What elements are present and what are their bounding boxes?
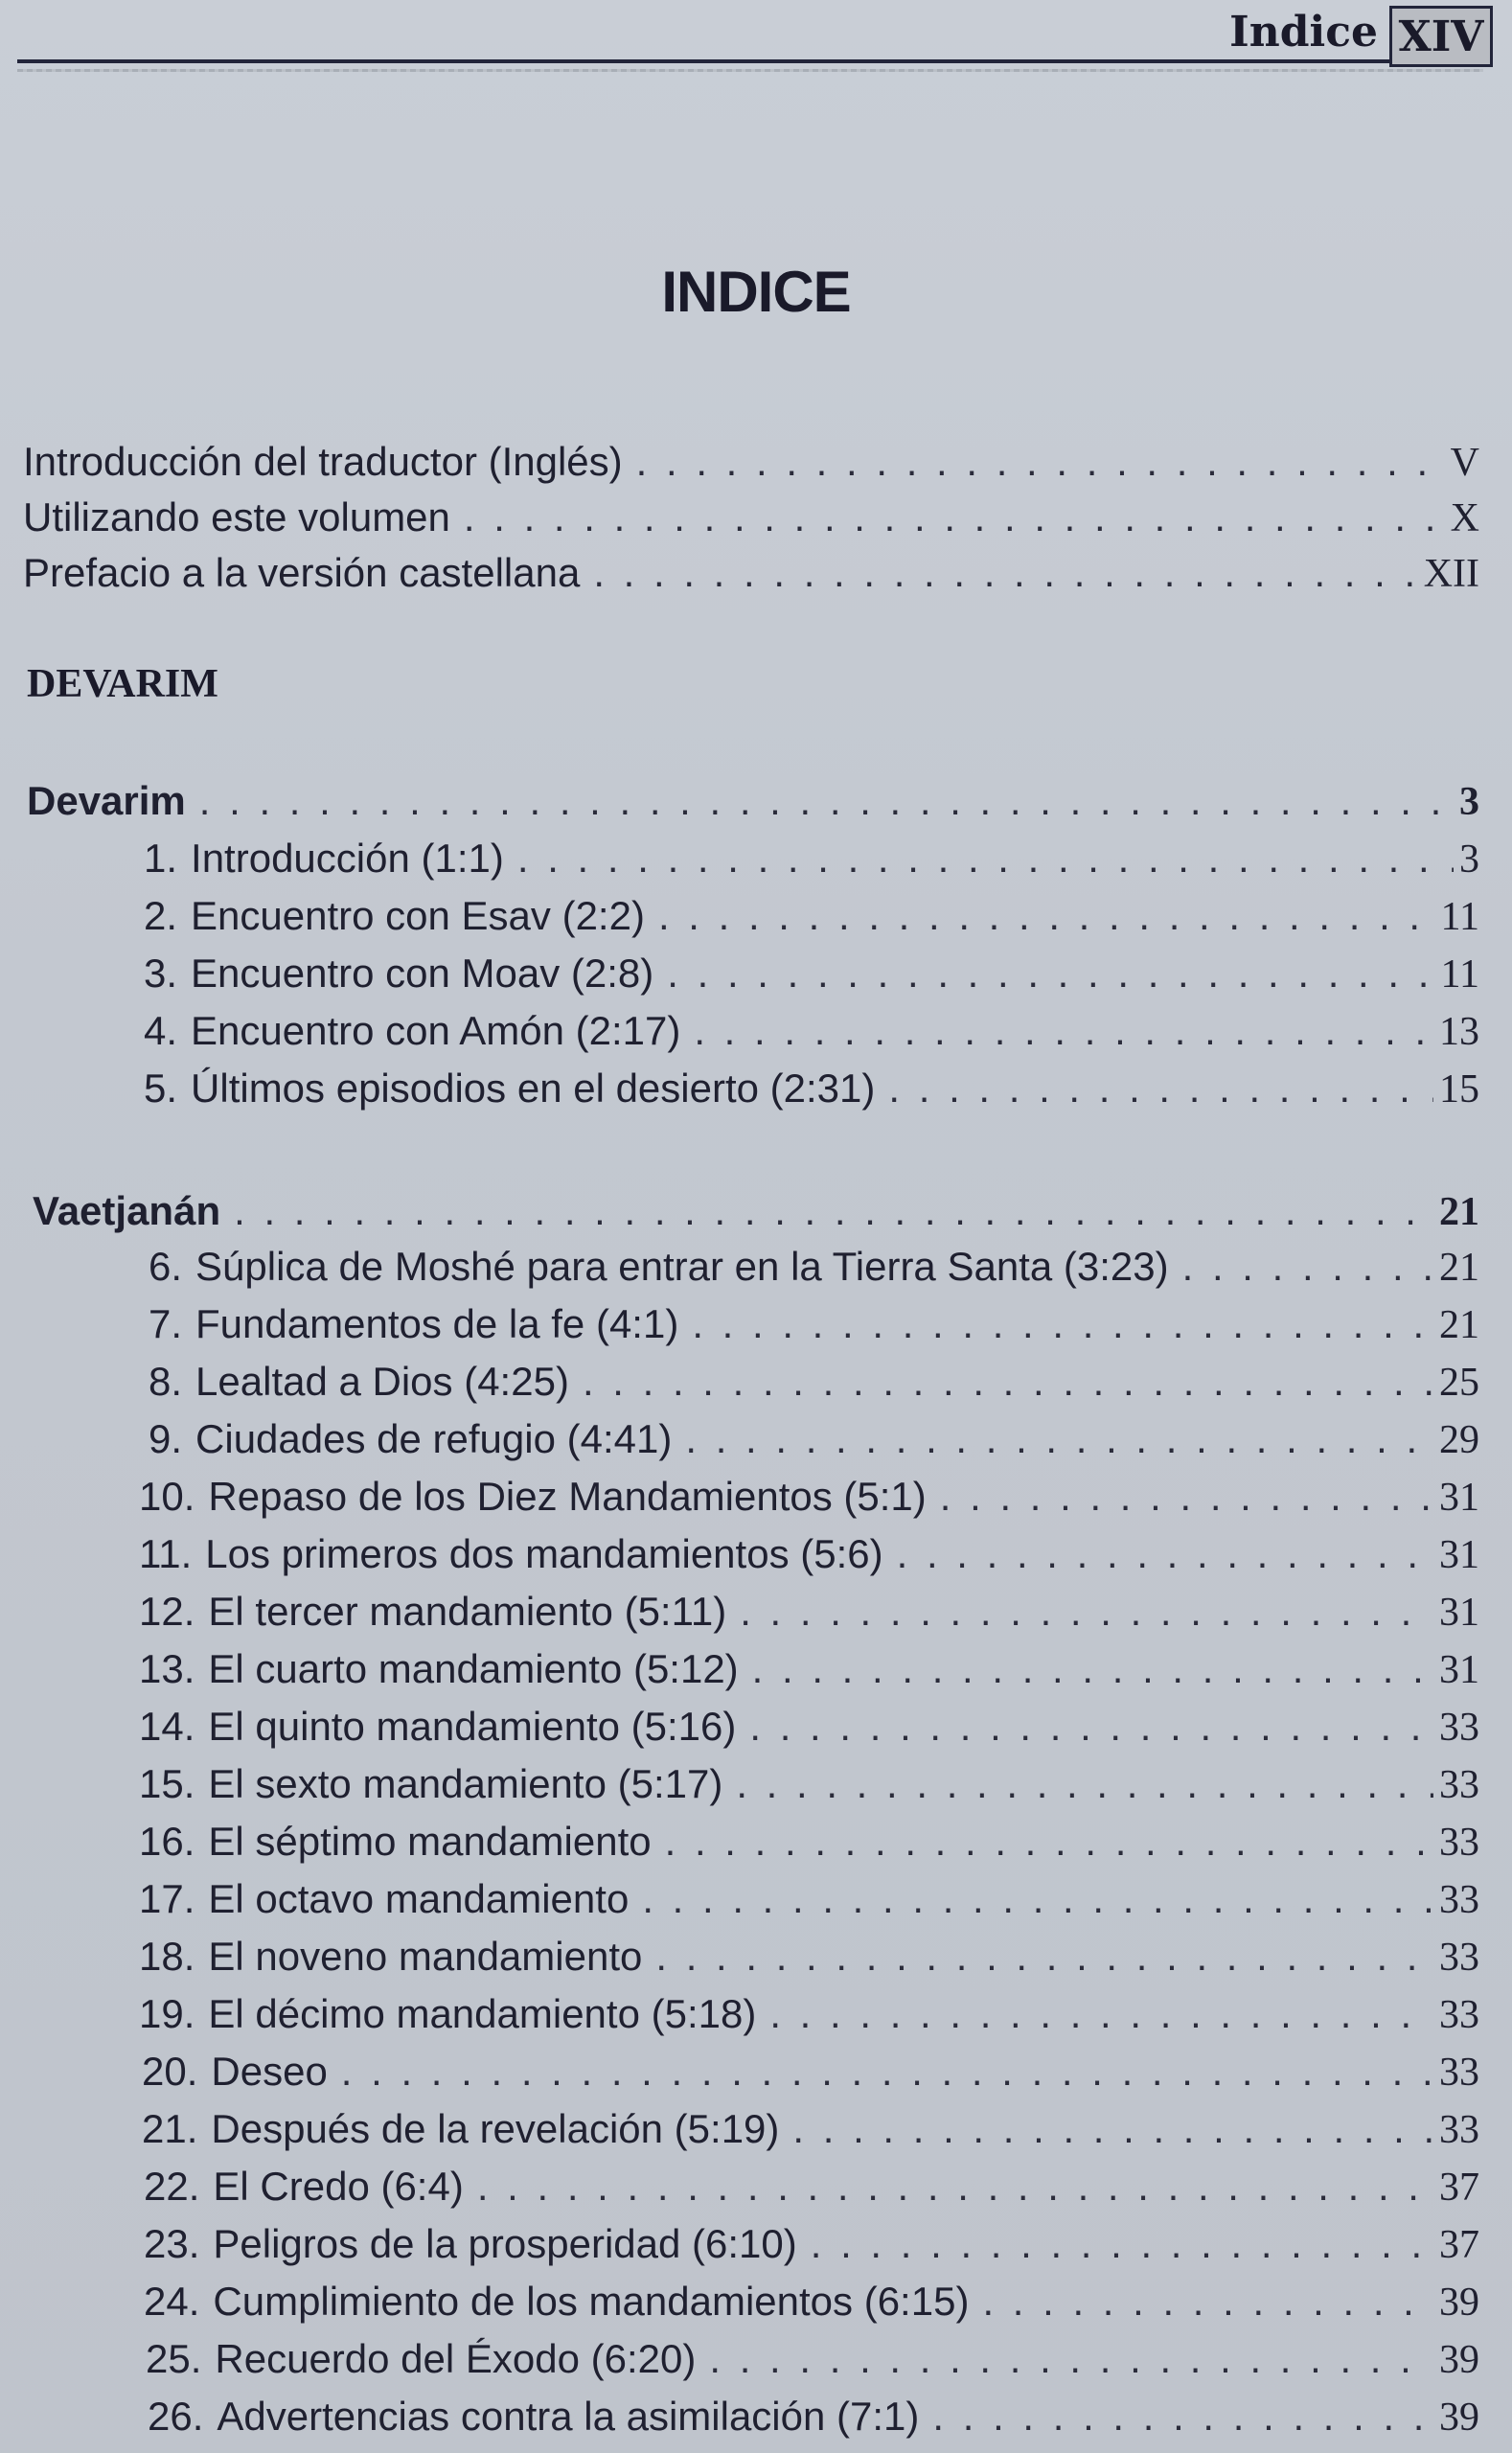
- chapter-number: 26.: [148, 2394, 204, 2439]
- chapter-number: 18.: [139, 1934, 195, 1979]
- page-title: INDICE: [661, 260, 851, 324]
- toc-entry-label: Deseo: [211, 2049, 328, 2094]
- toc-entry-label: Súplica de Moshé para entrar en la Tierra Santa (3:23): [195, 1244, 1169, 1289]
- toc-entry-page: 39: [1439, 2281, 1479, 2325]
- toc-entry-chapter[interactable]: [148, 2394, 1479, 2441]
- dot-leader: [685, 1416, 1433, 1462]
- toc-entry-page: 13: [1439, 1010, 1479, 1054]
- toc-entry-chapter[interactable]: [144, 893, 1479, 940]
- toc-entry-chapter[interactable]: [142, 2049, 1479, 2096]
- chapter-number: 7.: [149, 1301, 183, 1346]
- toc-entry-page: 33: [1439, 1706, 1479, 1750]
- chapter-number: 10.: [139, 1474, 195, 1519]
- dot-leader: [740, 1589, 1433, 1635]
- chapter-number: 9.: [149, 1416, 183, 1461]
- dot-leader: [655, 1934, 1433, 1980]
- toc-entry-page: 33: [1439, 1763, 1479, 1807]
- toc-entry-page: 31: [1439, 1648, 1479, 1692]
- toc-entry-front-matter[interactable]: [23, 494, 1479, 541]
- toc-entry-page: 33: [1439, 1993, 1479, 2037]
- toc-entry-label: Ciudades de refugio (4:41): [195, 1416, 673, 1461]
- toc-entry-page: 11: [1440, 895, 1479, 939]
- dot-leader: [940, 1474, 1433, 1520]
- toc-entry-chapter[interactable]: [144, 951, 1479, 997]
- dot-leader: [642, 1876, 1433, 1922]
- dot-leader: [665, 1819, 1433, 1865]
- toc-entry-chapter[interactable]: [139, 1876, 1479, 1923]
- toc-entry-label: Encuentro con Moav (2:8): [191, 951, 654, 996]
- toc-entry-label: El décimo mandamiento (5:18): [208, 1991, 757, 2036]
- toc-entry-label: Utilizando este volumen: [23, 494, 450, 539]
- dot-leader: [199, 778, 1454, 824]
- toc-entry-chapter[interactable]: [149, 1359, 1479, 1406]
- toc-entry-page: 37: [1439, 2166, 1479, 2210]
- toc-entry-label: El cuarto mandamiento (5:12): [208, 1646, 739, 1691]
- toc-entry-page: X: [1450, 496, 1479, 540]
- toc-entry-label: Encuentro con Esav (2:2): [191, 893, 645, 938]
- toc-entry-chapter[interactable]: [146, 2336, 1479, 2383]
- toc-entry-page: 37: [1439, 2223, 1479, 2267]
- chapter-number: 1.: [144, 836, 178, 881]
- toc-entry-chapter[interactable]: [139, 1474, 1479, 1521]
- dot-leader: [234, 1188, 1433, 1234]
- chapter-number: 11.: [139, 1531, 193, 1576]
- toc-entry-page: 33: [1439, 1821, 1479, 1865]
- dot-leader: [692, 1301, 1433, 1347]
- toc-entry-chapter[interactable]: [149, 1416, 1479, 1463]
- toc-entry-page: 3: [1459, 837, 1479, 882]
- chapter-number: 21.: [142, 2106, 198, 2151]
- dot-leader: [932, 2394, 1433, 2440]
- toc-entry-page: XII: [1423, 552, 1479, 596]
- chapter-number: 4.: [144, 1008, 178, 1053]
- toc-entry-label: Devarim: [27, 778, 186, 823]
- dot-leader: [769, 1991, 1433, 2037]
- chapter-number: 2.: [144, 893, 178, 938]
- page-number-box: [1389, 6, 1493, 67]
- dot-leader: [811, 2221, 1433, 2267]
- dot-leader: [897, 1531, 1433, 1577]
- toc-entry-chapter[interactable]: [144, 1008, 1479, 1055]
- chapter-number: 5.: [144, 1066, 178, 1111]
- toc-entry-chapter[interactable]: [149, 1301, 1479, 1348]
- chapter-number: 22.: [144, 2164, 200, 2209]
- toc-entry-page: 21: [1439, 1246, 1479, 1290]
- dot-leader: [792, 2106, 1433, 2152]
- dot-leader: [888, 1066, 1433, 1112]
- toc-entry-page: 33: [1439, 2108, 1479, 2152]
- toc-entry-label: El tercer mandamiento (5:11): [208, 1589, 727, 1634]
- toc-entry-page: 33: [1439, 2051, 1479, 2095]
- header-rule: [17, 59, 1389, 63]
- toc-entry-page: V: [1450, 441, 1479, 485]
- toc-entry-chapter[interactable]: [139, 1761, 1479, 1808]
- chapter-number: 3.: [144, 951, 178, 996]
- toc-entry-label: Cumplimiento de los mandamientos (6:15): [213, 2279, 970, 2324]
- toc-entry-label: Introducción del traductor (Inglés): [23, 439, 623, 484]
- toc-entry-label: Peligros de la prosperidad (6:10): [213, 2221, 797, 2266]
- chapter-number: 12.: [139, 1589, 195, 1634]
- toc-entry-label: Después de la revelación (5:19): [211, 2106, 780, 2151]
- toc-entry-page: 29: [1439, 1418, 1479, 1462]
- toc-entry-chapter[interactable]: [144, 2221, 1479, 2268]
- dot-leader: [667, 951, 1434, 997]
- toc-entry-label: El séptimo mandamiento: [208, 1819, 652, 1864]
- toc-entry-chapter[interactable]: [139, 1646, 1479, 1693]
- dot-leader: [658, 893, 1435, 939]
- chapter-number: 17.: [139, 1876, 195, 1921]
- toc-entry-chapter[interactable]: [144, 1066, 1479, 1112]
- toc-entry-label: Fundamentos de la fe (4:1): [195, 1301, 679, 1346]
- chapter-number: 23.: [144, 2221, 200, 2266]
- chapter-number: 24.: [144, 2279, 200, 2324]
- chapter-number: 20.: [142, 2049, 198, 2094]
- toc-entry-page: 31: [1439, 1476, 1479, 1520]
- toc-entry-label: Lealtad a Dios (4:25): [195, 1359, 569, 1404]
- running-header: [0, 0, 1512, 77]
- dot-leader: [464, 494, 1445, 540]
- toc-entry-label: El sexto mandamiento (5:17): [208, 1761, 723, 1806]
- toc-entry-label: El quinto mandamiento (5:16): [208, 1704, 737, 1749]
- toc-entry-chapter[interactable]: [144, 2279, 1479, 2326]
- chapter-number: 15.: [139, 1761, 195, 1806]
- toc-entry-page: 3: [1459, 780, 1479, 824]
- toc-entry-label: Vaetjanán: [33, 1188, 221, 1233]
- dot-leader: [736, 1761, 1433, 1807]
- toc-entry-page: 39: [1439, 2338, 1479, 2382]
- toc-entry-label: Prefacio a la versión castellana: [23, 550, 581, 595]
- toc-entry-label: El noveno mandamiento: [208, 1934, 643, 1979]
- chapter-number: 14.: [139, 1704, 195, 1749]
- toc-entry-page: 21: [1439, 1303, 1479, 1347]
- dot-leader: [1182, 1244, 1433, 1290]
- dot-leader: [341, 2049, 1433, 2095]
- dot-leader: [694, 1008, 1433, 1054]
- toc-entry-chapter[interactable]: [144, 836, 1479, 883]
- page-number: XIV: [1398, 11, 1484, 61]
- toc-entry-chapter[interactable]: [139, 1531, 1479, 1578]
- dot-leader: [982, 2279, 1433, 2325]
- toc-entry-page: 33: [1439, 1936, 1479, 1980]
- chapter-number: 8.: [149, 1359, 183, 1404]
- toc-entry-page: 25: [1439, 1361, 1479, 1405]
- toc-entry-page: 21: [1439, 1190, 1479, 1234]
- toc-entry-page: 15: [1439, 1067, 1479, 1112]
- book-heading: DEVARIM: [27, 662, 218, 706]
- toc-entry-parasha[interactable]: [33, 1188, 1479, 1235]
- toc-entry-chapter[interactable]: [142, 2106, 1479, 2153]
- toc-entry-front-matter[interactable]: [23, 439, 1479, 486]
- toc-entry-page: 11: [1440, 952, 1479, 997]
- toc-entry-page: 33: [1439, 1878, 1479, 1922]
- toc-entry-label: Los primeros dos mandamientos (5:6): [205, 1531, 883, 1576]
- toc-entry-chapter[interactable]: [139, 1991, 1479, 2038]
- toc-entry-page: 39: [1439, 2396, 1479, 2440]
- header-rule-shadow: [17, 69, 1483, 72]
- toc-entry-chapter[interactable]: [139, 1819, 1479, 1866]
- toc-entry-label: Advertencias contra la asimilación (7:1): [217, 2394, 920, 2439]
- toc-entry-page: 31: [1439, 1591, 1479, 1635]
- toc-entry-label: El octavo mandamiento: [208, 1876, 630, 1921]
- dot-leader: [583, 1359, 1433, 1405]
- toc-entry-label: Introducción (1:1): [191, 836, 504, 881]
- dot-leader: [477, 2164, 1433, 2210]
- dot-leader: [709, 2336, 1433, 2382]
- toc-entry-parasha[interactable]: [27, 778, 1479, 825]
- toc-entry-chapter[interactable]: [144, 2164, 1479, 2211]
- dot-leader: [517, 836, 1454, 882]
- toc-entry-front-matter[interactable]: [23, 550, 1479, 597]
- toc-entry-chapter[interactable]: [149, 1244, 1479, 1291]
- running-title: Indice: [1229, 8, 1378, 57]
- dot-leader: [749, 1704, 1433, 1750]
- dot-leader: [593, 550, 1417, 596]
- chapter-number: 16.: [139, 1819, 195, 1864]
- toc-entry-label: Recuerdo del Éxodo (6:20): [215, 2336, 697, 2381]
- chapter-number: 19.: [139, 1991, 195, 2036]
- toc-entry-chapter[interactable]: [139, 1934, 1479, 1981]
- toc-entry-label: El Credo (6:4): [213, 2164, 464, 2209]
- toc-entry-chapter[interactable]: [139, 1704, 1479, 1751]
- toc-entry-label: Últimos episodios en el desierto (2:31): [191, 1066, 876, 1111]
- chapter-number: 25.: [146, 2336, 202, 2381]
- dot-leader: [752, 1646, 1433, 1692]
- toc-entry-label: Encuentro con Amón (2:17): [191, 1008, 681, 1053]
- dot-leader: [636, 439, 1445, 485]
- chapter-number: 6.: [149, 1244, 183, 1289]
- toc-entry-chapter[interactable]: [139, 1589, 1479, 1636]
- toc-entry-page: 31: [1439, 1533, 1479, 1577]
- chapter-number: 13.: [139, 1646, 195, 1691]
- toc-entry-label: Repaso de los Diez Mandamientos (5:1): [208, 1474, 927, 1519]
